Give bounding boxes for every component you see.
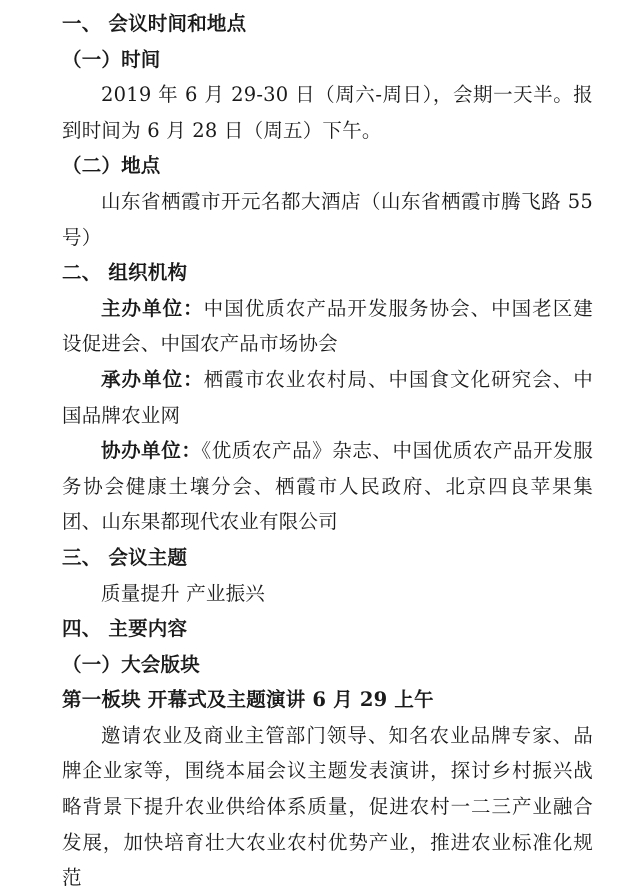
section-heading-1-1: （一）时间 [62, 47, 161, 71]
section-body-block-1: 邀请农业及商业主管部门领导、知名农业品牌专家、品牌企业家等，围绕本届会议主题发表演讲，探讨乡村振兴战略背景下提升农业供给体系质量，促进农村一二三产业融合发展，加快培育壮大农业农村优势产业，推进农业标准化规范 [62, 723, 593, 890]
section-heading-3: 三、 会议主题 [62, 545, 188, 569]
section-heading-block-1 [62, 682, 593, 718]
section-heading-4: 四、 主要内容 [62, 617, 188, 641]
undertake-text: 栖霞市农业农村局、中国食文化研究会、中国品牌农业网 [62, 367, 593, 427]
section-body-coorganize [62, 433, 593, 540]
undertake-label: 承办单位： [101, 367, 204, 391]
host-label: 主办单位： [101, 296, 204, 320]
section-heading-4-1: （一）大会版块 [62, 652, 200, 676]
coorganize-text: 《优质农产品》杂志、中国优质农产品开发服务协会健康土壤分会、栖霞市人民政府、北京四良苹果集团、山东果都现代农业有限公司 [62, 439, 593, 534]
block-1-title: 第一板块 开幕式及主题演讲 6 月 29 上午 [62, 688, 434, 712]
host-text: 中国优质农产品开发服务协会、中国老区建设促进会、中国农产品市场协会 [62, 296, 593, 356]
section-body-host [62, 291, 593, 362]
coorganize-label: 协办单位： [101, 439, 202, 463]
section-body-location: 山东省栖霞市开元名都大酒店（山东省栖霞市腾飞路 55 号） [62, 189, 593, 249]
section-heading-2: 二、 组织机构 [62, 261, 188, 285]
section-body-time: 2019 年 6 月 29-30 日（周六-周日），会期一天半。报到时间为 6 月 28 日（周五）下午。 [62, 83, 593, 142]
section-heading-1-2: （二）地点 [62, 154, 161, 178]
section-body-theme: 质量提升 产业振兴 [101, 581, 265, 605]
section-body-undertake [62, 362, 593, 433]
section-heading-1: 一、 会议时间和地点 [62, 12, 247, 35]
